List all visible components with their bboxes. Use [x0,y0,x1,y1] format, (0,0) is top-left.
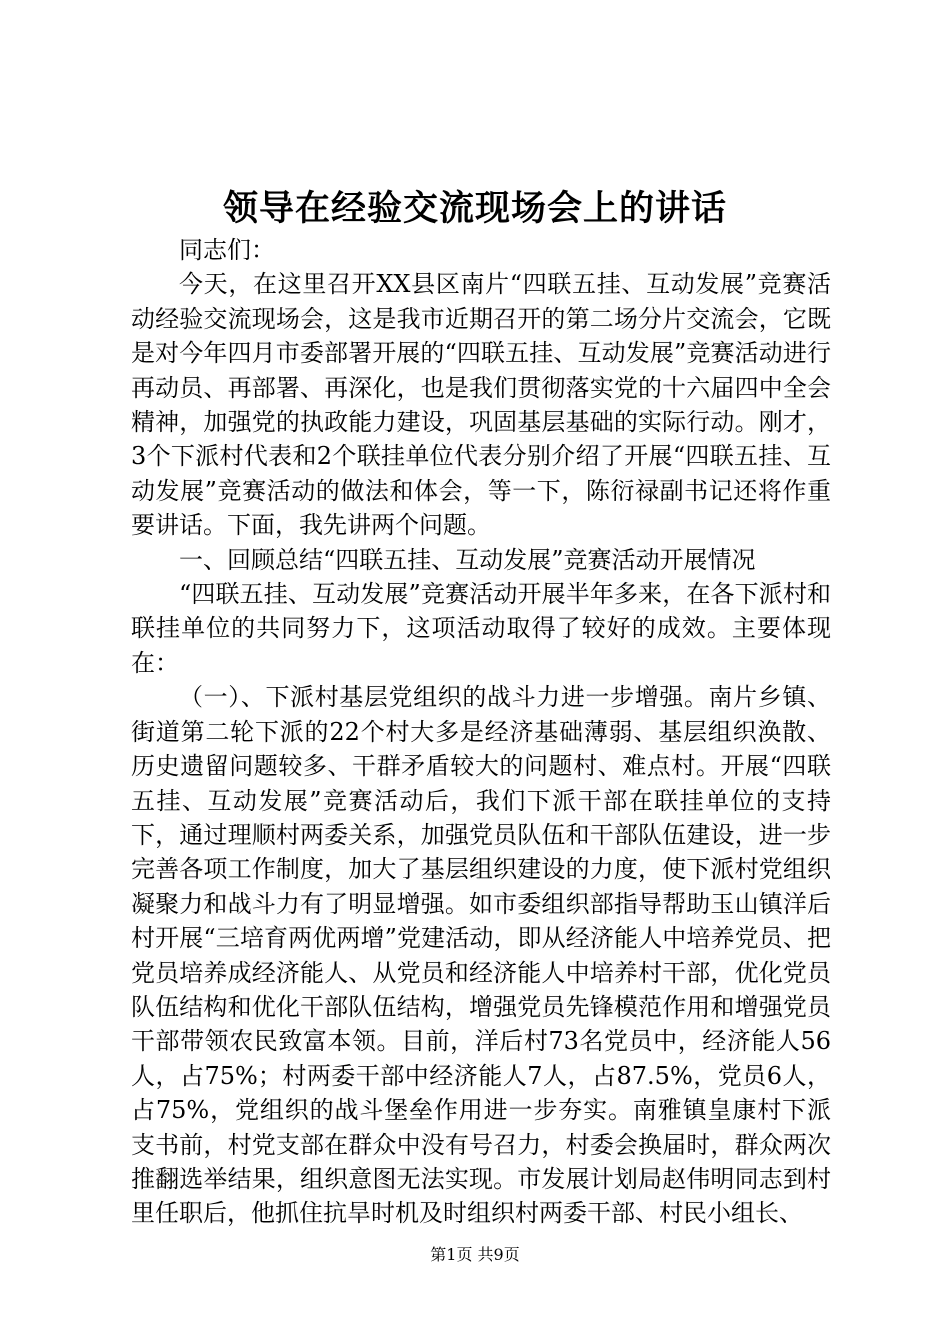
document-body [131,233,831,1231]
paragraph-opening: 今天，在这里召开XX县区南片“四联五挂、互动发展”竞赛活动经验交流现场会，这是我市近期召开的第二场分片交流会，它既是对今年四月市委部署开展的“四联五挂、互动发展”竞赛活动进行再动员、再部署、再深化，也是我们贯彻落实党的十六届四中全会精神，加强党的执政能力建设，巩固基层基础的实际行动。刚才，3个下派村代表和2个联挂单位代表分别介绍了开展“四联五挂、互动发展”竞赛活动的做法和体会，等一下，陈衍禄副书记还将作重要讲话。下面，我先讲两个问题。 [131,270,831,540]
section-heading: 一、回顾总结“四联五挂、互动发展”竞赛活动开展情况 [179,545,756,574]
paragraph-summary: “四联五挂、互动发展”竞赛活动开展半年多来，在各下派村和联挂单位的共同努力下，这项活动取得了较好的成效。主要体现在： [131,580,831,677]
page-number-footer: 第1页 共9页 [430,1245,520,1264]
paragraph-salutation: 同志们： [179,236,275,264]
document-title: 领导在经验交流现场会上的讲话 [222,188,727,229]
paragraph-item-one: （一）、下派村基层党组织的战斗力进一步增强。南片乡镇、街道第二轮下派的22个村大多是经济基础薄弱、基层组织涣散、历史遗留问题较多、干群矛盾较大的问题村、难点村。开展“四联五挂、互动发展”竞赛活动后，我们下派干部在联挂单位的支持下，通过理顺村两委关系，加强党员队伍和干部队伍建设，进一步完善各项工作制度，加大了基层组织建设的力度，使下派村党组织凝聚力和战斗力有了明显增强。如市委组织部指导帮助玉山镇洋后村开展“三培育两优两增”党建活动，即从经济能人中培养党员、把党员培养成经济能人、从党员和经济能人中培养村干部，优化党员队伍结构和优化干部队伍结构，增强党员先锋模范作用和增强党员干部带领农民致富本领。目前，洋后村73名党员中，经济能人56人，占75%；村两委干部中经济能人7人，占87.5%，党员6人，占75%，党组织的战斗堡垒作用进一步夯实。南雅镇皇康村下派支书前，村党支部在群众中没有号召力，村委会换届时，群众两次推翻选举结果，组织意图无法实现。市发展计划局赵伟明同志到村里任职后，他抓住抗旱时机及时组织村两委干部、村民小组长、 [131,683,831,1228]
